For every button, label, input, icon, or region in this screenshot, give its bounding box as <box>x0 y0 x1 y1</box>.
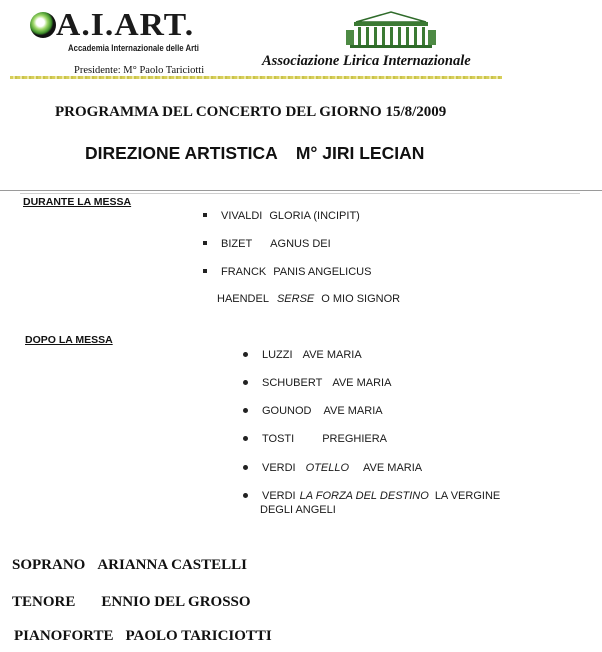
list-item <box>243 405 383 417</box>
direction-label: DIREZIONE ARTISTICA <box>85 143 278 163</box>
opera-title: SERSE <box>276 293 315 305</box>
opera-title: OTELLO <box>305 462 350 474</box>
bullet-icon <box>243 493 248 498</box>
performer-role: TENORE <box>12 594 76 610</box>
association-header <box>262 10 492 72</box>
composer: LUZZI <box>262 349 293 361</box>
list-item <box>243 349 362 361</box>
bullet-icon <box>203 213 207 217</box>
list-item <box>203 238 331 250</box>
logo-subtitle: Accademia Internazionale delle Arti <box>68 43 199 54</box>
bullet-icon <box>243 465 248 470</box>
work: LA VERGINE <box>434 490 501 502</box>
association-name: Associazione Lirica Internazionale <box>262 53 471 69</box>
composer: FRANCK <box>221 266 267 278</box>
composer: VIVALDI <box>221 210 263 222</box>
composer: VERDI <box>262 462 296 474</box>
work: AGNUS DEI <box>270 238 331 250</box>
list-item <box>203 210 360 222</box>
list-item <box>243 377 391 389</box>
work: AVE MARIA <box>332 377 392 389</box>
section-divider-shadow <box>20 193 580 194</box>
header-divider <box>10 76 502 79</box>
performer-name: ARIANNA CASTELLI <box>97 557 247 573</box>
artistic-direction <box>85 143 424 164</box>
durante-label: DURANTE LA MESSA <box>23 196 132 208</box>
list-item <box>243 490 500 502</box>
bullet-icon <box>243 436 248 441</box>
list-item <box>217 293 400 305</box>
bullet-icon <box>203 269 207 273</box>
performer-piano <box>14 628 272 645</box>
performer-role: PIANOFORTE <box>14 628 114 644</box>
work: GLORIA (INCIPIT) <box>269 210 360 222</box>
work: AVE MARIA <box>302 349 362 361</box>
work: O MIO SIGNOR <box>321 293 401 305</box>
theatre-building-icon <box>346 10 436 50</box>
list-item <box>243 462 422 474</box>
bullet-icon <box>203 241 207 245</box>
performer-soprano <box>12 557 247 574</box>
list-item <box>243 433 387 445</box>
section-divider <box>0 190 602 191</box>
opera-title: LA FORZA DEL DESTINO <box>299 490 429 502</box>
bullet-icon <box>243 352 248 357</box>
work: PANIS ANGELICUS <box>273 266 372 278</box>
list-item-continuation: DEGLI ANGELI <box>260 504 336 516</box>
bullet-icon <box>243 408 248 413</box>
composer: HAENDEL <box>217 293 269 305</box>
logo-emblem-icon <box>30 12 56 38</box>
performer-name: PAOLO TARICIOTTI <box>125 628 272 644</box>
work: AVE MARIA <box>323 405 383 417</box>
dopo-label: DOPO LA MESSA <box>25 334 113 346</box>
president-line: Presidente: M° Paolo Tariciotti <box>74 65 205 76</box>
composer: BIZET <box>221 238 253 250</box>
performer-role: SOPRANO <box>12 557 86 573</box>
composer: VERDI <box>262 490 296 502</box>
program-title: PROGRAMMA DEL CONCERTO DEL GIORNO 15/8/2009 <box>55 104 447 120</box>
director-name: M° JIRI LECIAN <box>295 143 425 163</box>
composer: TOSTI <box>262 433 295 445</box>
composer: SCHUBERT <box>262 377 323 389</box>
bullet-icon <box>243 380 248 385</box>
list-item <box>203 266 371 278</box>
work: PREGHIERA <box>322 433 387 445</box>
logo-name: A.I.ART. <box>56 6 195 42</box>
performer-tenor <box>12 594 251 611</box>
composer: GOUNOD <box>262 405 312 417</box>
aiart-logo <box>30 6 210 76</box>
performer-name: ENNIO DEL GROSSO <box>101 594 251 610</box>
work: AVE MARIA <box>363 462 423 474</box>
